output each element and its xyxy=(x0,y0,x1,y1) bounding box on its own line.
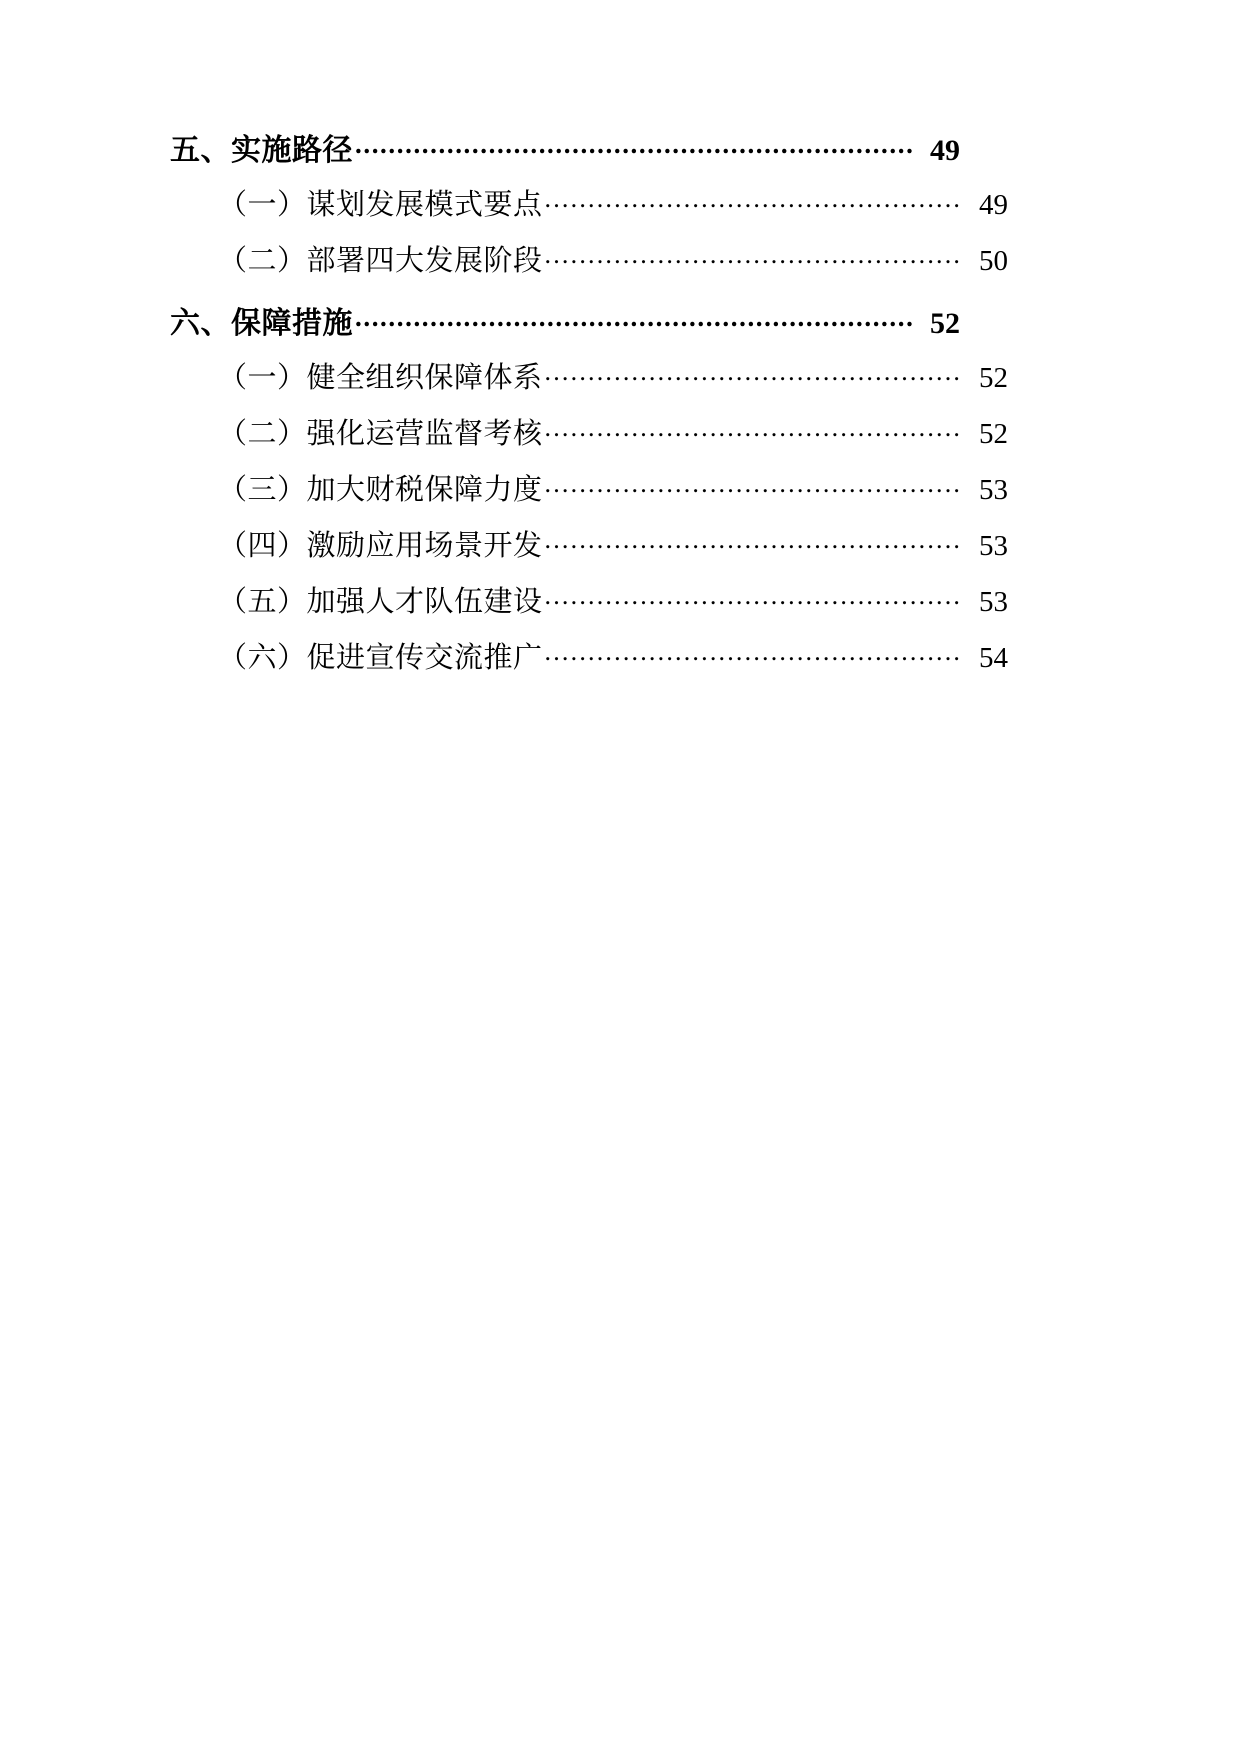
toc-entry-title: （二）部署四大发展阶段 xyxy=(218,245,543,277)
toc-entry[interactable] xyxy=(170,130,960,166)
toc-entry-title: （二）强化运营监督考核 xyxy=(218,418,543,450)
toc-entry-title: （六）促进宣传交流推广 xyxy=(218,642,543,674)
toc-entry[interactable] xyxy=(170,638,1008,673)
toc-leader-dots xyxy=(545,526,962,555)
toc-entry-title: （一）谋划发展模式要点 xyxy=(218,189,543,221)
toc-leader-dots xyxy=(355,303,914,333)
toc-entry-title: （四）激励应用场景开发 xyxy=(218,530,543,562)
toc-entry[interactable] xyxy=(170,470,1008,505)
toc-leader-dots xyxy=(545,470,962,499)
toc-entry-title: （一）健全组织保障体系 xyxy=(218,362,543,394)
toc-entry-title: 六、保障措施 xyxy=(170,307,353,340)
toc-entry[interactable] xyxy=(170,526,1008,561)
toc-entry-title: （三）加大财税保障力度 xyxy=(218,474,543,506)
toc-entry-page-number: 52 xyxy=(979,362,1008,394)
toc-entry-title: （五）加强人才队伍建设 xyxy=(218,586,543,618)
toc-entry[interactable] xyxy=(170,303,960,339)
toc-entry-page-number: 49 xyxy=(930,134,960,167)
toc-entry-page-number: 52 xyxy=(979,418,1008,450)
toc-entry-title: 五、实施路径 xyxy=(170,134,353,167)
toc-leader-dots xyxy=(355,130,914,160)
toc-entry-page-number: 53 xyxy=(979,586,1008,618)
toc-entry-page-number: 52 xyxy=(930,307,960,340)
toc-entry[interactable] xyxy=(170,582,1008,617)
toc-leader-dots xyxy=(545,358,962,387)
toc-entry-page-number: 50 xyxy=(979,245,1008,277)
toc-entry-page-number: 53 xyxy=(979,530,1008,562)
toc-leader-dots xyxy=(545,185,962,214)
toc-entry[interactable] xyxy=(170,241,1008,276)
toc-leader-dots xyxy=(545,638,962,667)
toc-leader-dots xyxy=(545,414,962,443)
table-of-contents xyxy=(170,130,1008,694)
toc-entry-page-number: 49 xyxy=(979,189,1008,221)
toc-leader-dots xyxy=(545,241,962,270)
toc-entry[interactable] xyxy=(170,185,1008,220)
toc-entry[interactable] xyxy=(170,358,1008,393)
toc-leader-dots xyxy=(545,582,962,611)
toc-entry[interactable] xyxy=(170,414,1008,449)
toc-entry-page-number: 53 xyxy=(979,474,1008,506)
toc-entry-page-number: 54 xyxy=(979,642,1008,674)
